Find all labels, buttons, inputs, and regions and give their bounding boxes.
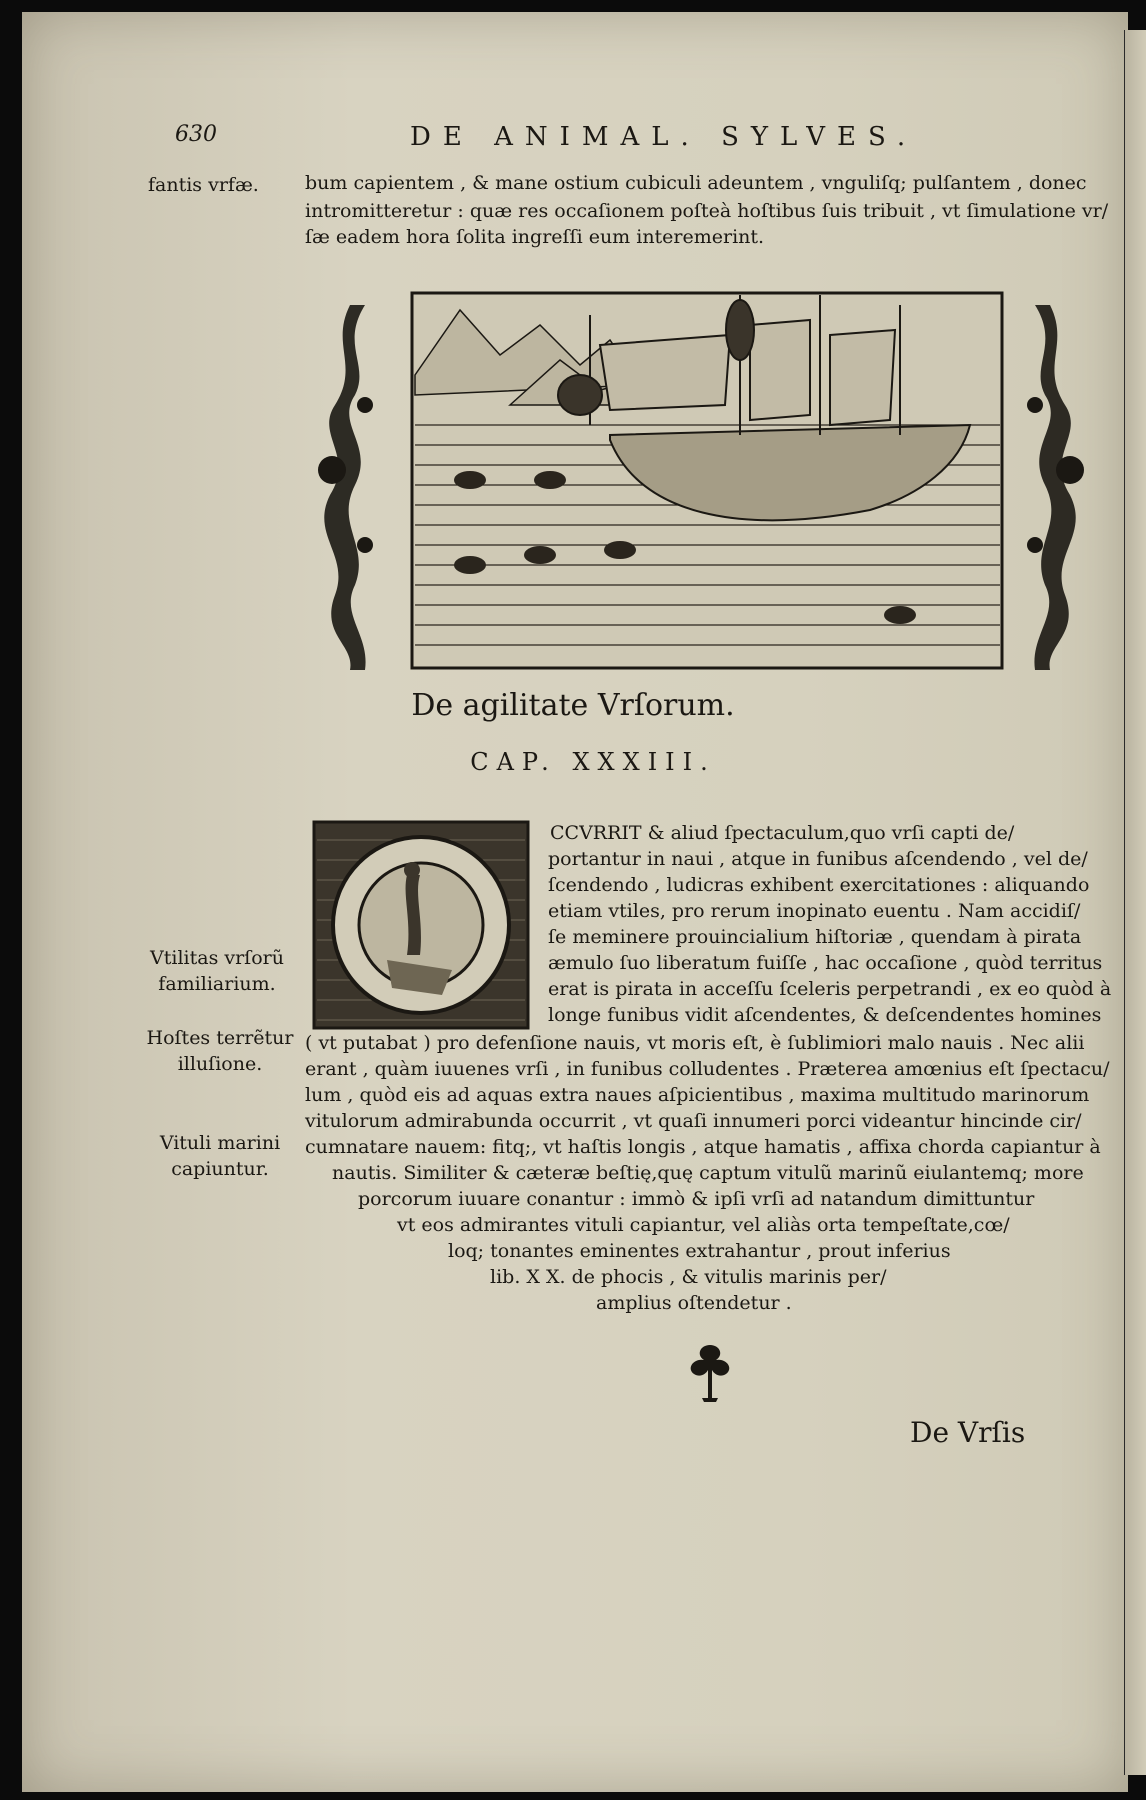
body-line: longe funibus vidit aſcendentes, & deſcendentes homines <box>548 1004 1102 1026</box>
margin-note <box>145 1130 295 1182</box>
body-line: etiam vtiles, pro rerum inopinato euentu . Nam accidiſ/ <box>548 900 1081 922</box>
body-line: cumnatare nauem: fitq;, vt haſtis longis , atque hamatis , affixa chorda capiantur à <box>305 1136 1101 1158</box>
chapter-title: De agilitate Vrſorum. <box>411 688 735 723</box>
body-line: erant , quàm iuuenes vrſi , in funibus colludentes . Præterea amœnius eſt ſpectacu/ <box>305 1058 1110 1080</box>
body-line: vt eos admirantes vituli capiantur, vel aliàs orta tempeſtate,cœ/ <box>397 1214 1010 1236</box>
body-line: ( vt putabat ) pro defenſione nauis, vt moris eſt, è ſublimiori malo nauis . Nec alii <box>305 1032 1085 1054</box>
margin-note-line: capiuntur. <box>171 1158 269 1180</box>
margin-note-top: fantis vrfæ. <box>148 174 259 196</box>
catchword: De Vrſis <box>910 1416 1026 1449</box>
body-line: ſe meminere prouincialium hiſtoriæ , quendam à pirata <box>548 926 1082 948</box>
left-ornament <box>318 305 373 670</box>
margin-note-line: illuſione. <box>177 1053 263 1075</box>
chapter-number: CAP. XXXIII. <box>470 748 716 776</box>
top-text-line: ſæ eadem hora ſolita ingreſſi eum interemerint. <box>305 226 765 248</box>
right-ornament <box>1027 305 1084 670</box>
fleuron-ornament-icon <box>680 1340 740 1405</box>
margin-note-line: Hoſtes terrẽtur <box>146 1027 294 1049</box>
woodcut-illustration <box>310 285 1090 675</box>
body-line: ſcendendo , ludicras exhibent exercitationes : aliquando <box>548 874 1090 896</box>
body-line: porcorum iuuare conantur : immò & ipſi vrſi ad natandum dimittuntur <box>358 1188 1035 1210</box>
margin-note-line: familiarium. <box>158 973 276 995</box>
top-text-line: bum capientem , & mane ostium cubiculi adeuntem , vnguliſq; pulſantem , donec <box>305 172 1087 194</box>
body-line: portantur in naui , atque in funibus aſcendendo , vel de/ <box>548 848 1088 870</box>
facing-page-edge <box>1124 30 1146 1775</box>
margin-note-line: Vtilitas vrſorũ <box>150 947 284 969</box>
margin-note <box>145 1025 295 1077</box>
page-number: 630 <box>175 122 217 147</box>
decorated-initial-O <box>312 820 530 1030</box>
running-title: DE ANIMAL. SYLVES. <box>410 122 918 152</box>
body-line: lib. X X. de phocis , & vitulis marinis per/ <box>490 1266 887 1288</box>
body-line: loq; tonantes eminentes extrahantur , prout inferius <box>448 1240 951 1262</box>
body-line: nautis. Similiter & cæteræ beſtię,quę captum vitulũ marinũ eiulantemq; more <box>332 1162 1084 1184</box>
body-line: CCVRRIT & aliud ſpectaculum,quo vrſi capti de/ <box>550 822 1015 844</box>
body-line: amplius oſtendetur . <box>596 1292 792 1314</box>
page-header <box>0 122 1146 158</box>
margin-note-line: Vituli marini <box>159 1132 281 1154</box>
body-line: æmulo ſuo liberatum fuiſſe , hac occaſione , quòd territus <box>548 952 1103 974</box>
margin-note <box>147 945 287 997</box>
body-line: lum , quòd eis ad aquas extra naues aſpicientibus , maxima multitudo marinorum <box>305 1084 1090 1106</box>
top-text-line: intromitteretur : quæ res occaſionem poſteà hoſtibus ſuis tribuit , vt ſimulatione vr/ <box>305 200 1109 222</box>
body-line: erat is pirata in acceſſu ſceleris perpetrandi , ex eo quòd à <box>548 978 1112 1000</box>
body-line: vitulorum admirabunda occurrit , vt quaſi innumeri porci videantur hincinde cir/ <box>305 1110 1082 1132</box>
